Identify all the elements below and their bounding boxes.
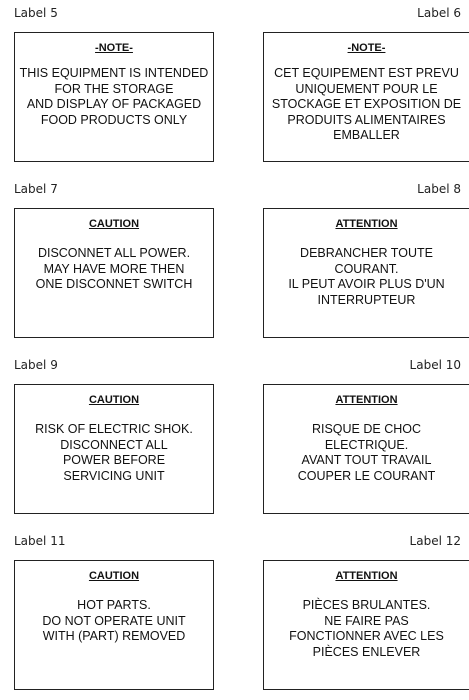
label-line: POWER BEFORE [62, 453, 166, 468]
label-card-6 [263, 32, 469, 162]
label-card-11 [14, 560, 214, 690]
label-body [15, 422, 213, 484]
label-line: FOOD PRODUCTS ONLY [40, 112, 188, 127]
label-line: MAY HAVE MORE THEN [43, 261, 185, 276]
label-header: -NOTE- [347, 42, 386, 54]
label-line: SERVICING UNIT [63, 468, 165, 483]
label-caption: Label 9 [14, 358, 58, 372]
label-body [264, 598, 469, 660]
label-line: COUPER LE COURANT [297, 468, 436, 483]
label-header: CAUTION [88, 218, 140, 230]
label-line: INTERRUPTEUR [317, 292, 416, 307]
label-line: PIÈCES ENLEVER [312, 644, 421, 659]
label-line: RISQUE DE CHOC [311, 422, 422, 436]
label-line: RISK OF ELECTRIC SHOK. [35, 422, 193, 436]
label-header: ATTENTION [335, 570, 398, 582]
label-line: WITH (PART) REMOVED [42, 629, 186, 644]
label-line: ELECTRIQUE. [324, 437, 409, 452]
label-header: CAUTION [88, 394, 140, 406]
label-line: IL PEUT AVOIR PLUS D'UN [288, 277, 445, 292]
label-line: COURANT. [334, 261, 399, 276]
label-line: UNIQUEMENT POUR LE [295, 81, 438, 96]
label-card-9 [14, 384, 214, 514]
label-line: DO NOT OPERATE UNIT [42, 613, 186, 628]
label-header: CAUTION [88, 570, 140, 582]
label-card-12 [263, 560, 469, 690]
label-caption: Label 6 [417, 6, 461, 20]
label-caption: Label 8 [417, 182, 461, 196]
label-body [15, 598, 213, 645]
label-header: -NOTE- [95, 42, 133, 54]
label-line: AND DISPLAY OF PACKAGED [26, 97, 202, 112]
label-line: HOT PARTS. [77, 598, 151, 612]
label-body [264, 422, 469, 484]
label-line: THIS EQUIPMENT IS INTENDED [19, 66, 209, 80]
label-caption: Label 7 [14, 182, 58, 196]
label-header: ATTENTION [335, 218, 398, 230]
label-caption: Label 10 [409, 358, 461, 372]
label-card-5 [14, 32, 214, 162]
label-line: FOR THE STORAGE [54, 81, 174, 96]
label-card-8 [263, 208, 469, 338]
label-line: PRODUITS ALIMENTAIRES [287, 112, 446, 127]
label-body [263, 66, 469, 144]
label-line: DEBRANCHER TOUTE [300, 246, 433, 260]
label-line: PIÈCES BRULANTES. [302, 598, 431, 612]
label-caption: Label 12 [409, 534, 461, 548]
label-card-10 [263, 384, 469, 514]
label-body [264, 246, 469, 308]
label-line: DISCONNET ALL POWER. [37, 246, 191, 260]
label-body [14, 66, 214, 128]
label-line: NE FAIRE PAS [324, 613, 409, 628]
label-caption: Label 5 [14, 6, 58, 20]
label-line: EMBALLER [333, 128, 400, 143]
label-line: STOCKAGE ET EXPOSITION DE [271, 97, 462, 112]
label-header: ATTENTION [335, 394, 398, 406]
label-line: FONCTIONNER AVEC LES [289, 629, 444, 644]
label-line: AVANT TOUT TRAVAIL [301, 453, 432, 468]
label-card-7 [14, 208, 214, 338]
label-line: ONE DISCONNET SWITCH [35, 277, 193, 292]
label-line: DISCONNECT ALL [60, 437, 168, 452]
label-body [15, 246, 213, 293]
label-caption: Label 11 [14, 534, 66, 548]
label-line: CET EQUIPEMENT EST PREVU [274, 66, 459, 80]
